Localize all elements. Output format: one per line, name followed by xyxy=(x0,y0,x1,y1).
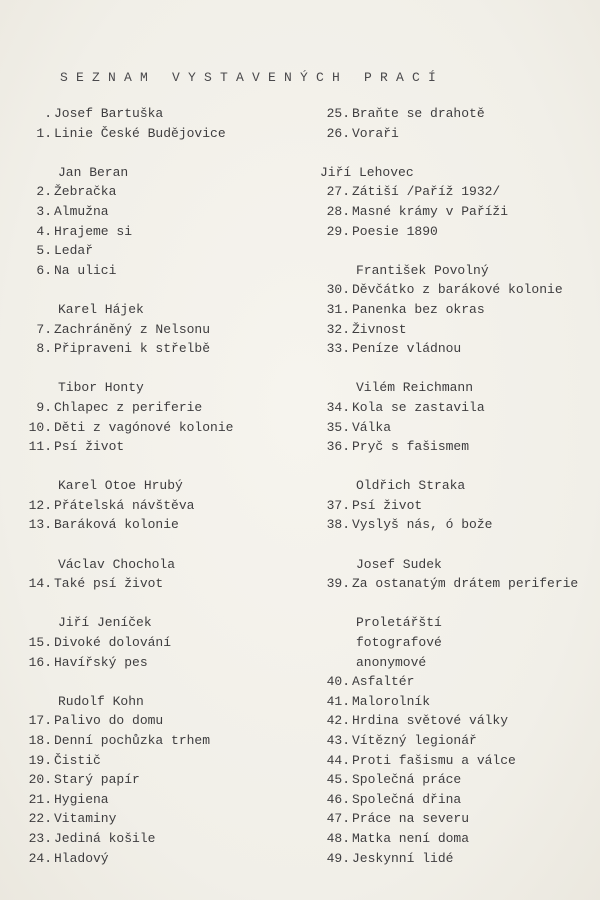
item-number: 14. xyxy=(28,576,52,592)
item-title: Hygiena xyxy=(54,791,109,807)
item-number: 28. xyxy=(326,203,350,219)
list-item xyxy=(320,770,598,790)
list-item xyxy=(320,790,598,810)
list-item xyxy=(22,849,302,869)
list-item xyxy=(22,202,302,222)
item-title: Živnost xyxy=(352,321,407,337)
spacer xyxy=(320,359,598,379)
item-number: 41. xyxy=(326,693,350,709)
item-title: Vítězný legionář xyxy=(352,733,477,748)
list-item xyxy=(22,241,302,261)
list-item xyxy=(22,653,302,673)
author-name: Jan Beran xyxy=(58,164,129,180)
item-number: 32. xyxy=(326,321,350,337)
item-number: 48. xyxy=(326,830,350,846)
item-title: Jeskynní lidé xyxy=(352,850,454,866)
item-number: 9. xyxy=(36,399,52,415)
item-number: 20. xyxy=(28,772,52,788)
list-item xyxy=(22,751,302,771)
spacer xyxy=(22,280,302,300)
item-number: 1. xyxy=(36,125,52,141)
item-title: Baráková kolonie xyxy=(54,517,179,533)
spacer xyxy=(320,241,598,261)
item-number: 10. xyxy=(28,419,52,435)
item-title: Přátelská návštěva xyxy=(54,497,195,513)
item-title: Starý papír xyxy=(54,772,140,788)
item-title: Braňte se drahotě xyxy=(352,106,485,121)
item-title: Také psí život xyxy=(54,576,164,592)
item-number: 30. xyxy=(326,282,350,298)
list-item xyxy=(22,124,302,144)
item-number: 3. xyxy=(36,203,52,219)
item-number: 42. xyxy=(326,713,350,729)
list-item xyxy=(320,222,598,242)
list-item xyxy=(22,829,302,849)
list-item xyxy=(320,711,598,731)
item-title: Pryč s fašismem xyxy=(352,439,470,455)
list-item xyxy=(320,809,598,829)
item-number: 24. xyxy=(28,850,52,866)
item-number: 5. xyxy=(36,243,52,259)
spacer xyxy=(320,535,598,555)
item-title: Připraveni k střelbě xyxy=(54,341,211,357)
list-item xyxy=(22,574,302,594)
item-title: Práce na severu xyxy=(352,811,470,827)
item-number: 27. xyxy=(326,184,350,200)
item-title: Chlapec z periferie xyxy=(54,399,203,415)
item-number: 44. xyxy=(326,752,350,768)
author-name: Tibor Honty xyxy=(58,380,144,396)
item-number: 37. xyxy=(326,497,350,513)
spacer xyxy=(22,143,302,163)
item-title: Ledař xyxy=(54,243,94,259)
item-title: Peníze vládnou xyxy=(352,341,462,357)
item-number: 26. xyxy=(326,125,350,141)
item-number: 45. xyxy=(326,772,350,788)
item-title: Čistič xyxy=(54,752,101,768)
list-item xyxy=(320,692,598,712)
item-number: . xyxy=(44,106,52,121)
item-number: 4. xyxy=(36,223,52,239)
item-title: Zachráněný z Nelsonu xyxy=(54,321,211,337)
item-title: Psí život xyxy=(54,439,125,455)
item-number: 8. xyxy=(36,341,52,357)
item-title: Na ulici xyxy=(54,262,117,278)
list-item xyxy=(320,300,598,320)
item-title: Vitaminy xyxy=(54,811,117,827)
author-name: Jiří Lehovec xyxy=(320,164,414,180)
item-number: 25. xyxy=(326,106,350,121)
list-item xyxy=(22,339,302,359)
author-name: fotografové xyxy=(356,635,442,651)
list-item xyxy=(22,515,302,535)
item-title: Hrajeme si xyxy=(54,223,133,239)
list-item xyxy=(22,182,302,202)
spacer xyxy=(22,535,302,555)
item-title: Psí život xyxy=(352,497,423,513)
item-title: Děti z vagónové kolonie xyxy=(54,419,234,435)
item-number: 34. xyxy=(326,399,350,415)
item-number: 2. xyxy=(36,184,52,200)
item-title: Hrdina světové války xyxy=(352,713,509,729)
author-name: Rudolf Kohn xyxy=(58,693,144,709)
author-name: Jiří Jeníček xyxy=(58,615,152,631)
list-item xyxy=(320,280,598,300)
item-number: 39. xyxy=(326,576,350,592)
item-number: 33. xyxy=(326,341,350,357)
list-item xyxy=(320,731,598,751)
item-title: Havířský pes xyxy=(54,654,148,670)
item-number: 43. xyxy=(326,733,350,748)
item-title: Jediná košile xyxy=(54,830,156,846)
item-number: 18. xyxy=(28,733,52,748)
item-number: 15. xyxy=(28,635,52,651)
item-title: Poesie 1890 xyxy=(352,223,438,239)
item-number: 46. xyxy=(326,791,350,807)
list-item xyxy=(320,574,598,594)
item-title: Žebračka xyxy=(54,184,117,200)
item-title: Malorolník xyxy=(352,693,431,709)
item-title: Matka není doma xyxy=(352,830,470,846)
spacer xyxy=(320,594,598,614)
list-item xyxy=(22,770,302,790)
page-title: SEZNAM VYSTAVENÝCH PRACÍ xyxy=(60,70,445,85)
list-item xyxy=(22,633,302,653)
item-number: 47. xyxy=(326,811,350,827)
item-title: Denní pochůzka trhem xyxy=(54,733,211,748)
author-name: Karel Otoe Hrubý xyxy=(58,478,183,494)
item-title: Vyslyš nás, ó bože xyxy=(352,517,493,533)
list-item xyxy=(320,320,598,340)
list-item xyxy=(320,849,598,869)
item-number: 12. xyxy=(28,497,52,513)
item-title: Kola se zastavila xyxy=(352,399,485,415)
list-item xyxy=(22,418,302,438)
list-item xyxy=(22,437,302,457)
item-title: Zátiší /Paříž 1932/ xyxy=(352,184,501,200)
list-item xyxy=(320,339,598,359)
list-item xyxy=(320,398,598,418)
spacer xyxy=(320,143,598,163)
item-number: 21. xyxy=(28,791,52,807)
item-number: 49. xyxy=(326,850,350,866)
list-item xyxy=(22,104,302,124)
item-number: 35. xyxy=(326,419,350,435)
author-name: František Povolný xyxy=(356,262,489,278)
item-title: Za ostanatým drátem periferie xyxy=(352,576,579,592)
item-title: Válka xyxy=(352,419,392,435)
item-title: Voraři xyxy=(352,125,399,141)
author-name: Karel Hájek xyxy=(58,301,144,317)
list-item xyxy=(320,496,598,516)
spacer xyxy=(320,457,598,477)
item-number: 40. xyxy=(326,674,350,690)
list-item xyxy=(22,222,302,242)
spacer xyxy=(22,457,302,477)
item-title: Palivo do domu xyxy=(54,713,164,729)
item-title: Linie České Budějovice xyxy=(54,125,226,141)
item-title: Almužna xyxy=(54,203,109,219)
item-title: Josef Bartuška xyxy=(54,106,164,121)
author-name: Vilém Reichmann xyxy=(356,380,474,396)
item-number: 31. xyxy=(326,301,350,317)
item-number: 13. xyxy=(28,517,52,533)
list-item xyxy=(320,418,598,438)
list-item xyxy=(22,809,302,829)
author-name: Josef Sudek xyxy=(356,556,442,572)
item-title: Hladový xyxy=(54,850,109,866)
list-item xyxy=(320,672,598,692)
spacer xyxy=(22,594,302,614)
author-name: anonymové xyxy=(356,654,427,670)
list-item xyxy=(320,124,598,144)
item-title: Děvčátko z barákové kolonie xyxy=(352,282,563,298)
list-item xyxy=(22,711,302,731)
item-title: Divoké dolování xyxy=(54,635,172,651)
author-name: Oldřich Straka xyxy=(356,478,466,494)
item-number: 19. xyxy=(28,752,52,768)
list-item xyxy=(320,202,598,222)
list-item xyxy=(320,751,598,771)
item-number: 11. xyxy=(28,439,52,455)
list-item xyxy=(320,182,598,202)
list-item xyxy=(320,437,598,457)
item-number: 22. xyxy=(28,811,52,827)
list-item xyxy=(22,731,302,751)
right-column xyxy=(320,104,598,868)
item-number: 6. xyxy=(36,262,52,278)
list-item xyxy=(320,829,598,849)
list-item xyxy=(22,496,302,516)
author-name: Proletářští xyxy=(356,615,442,631)
item-number: 17. xyxy=(28,713,52,729)
list-item xyxy=(22,790,302,810)
spacer xyxy=(22,359,302,379)
list-item xyxy=(320,515,598,535)
left-column xyxy=(22,104,302,868)
list-item xyxy=(22,261,302,281)
item-number: 23. xyxy=(28,830,52,846)
item-title: Panenka bez okras xyxy=(352,301,485,317)
item-number: 7. xyxy=(36,321,52,337)
item-title: Masné krámy v Paříži xyxy=(352,203,509,219)
author-name: Václav Chochola xyxy=(58,556,176,572)
list-item xyxy=(22,398,302,418)
item-title: Asfaltér xyxy=(352,674,415,690)
item-number: 16. xyxy=(28,654,52,670)
item-title: Společná dřina xyxy=(352,791,462,807)
item-number: 29. xyxy=(326,223,350,239)
list-item xyxy=(22,320,302,340)
item-title: Proti fašismu a válce xyxy=(352,752,516,768)
list-item xyxy=(320,104,598,124)
item-number: 36. xyxy=(326,439,350,455)
item-number: 38. xyxy=(326,517,350,533)
item-title: Společná práce xyxy=(352,772,462,788)
spacer xyxy=(22,672,302,692)
